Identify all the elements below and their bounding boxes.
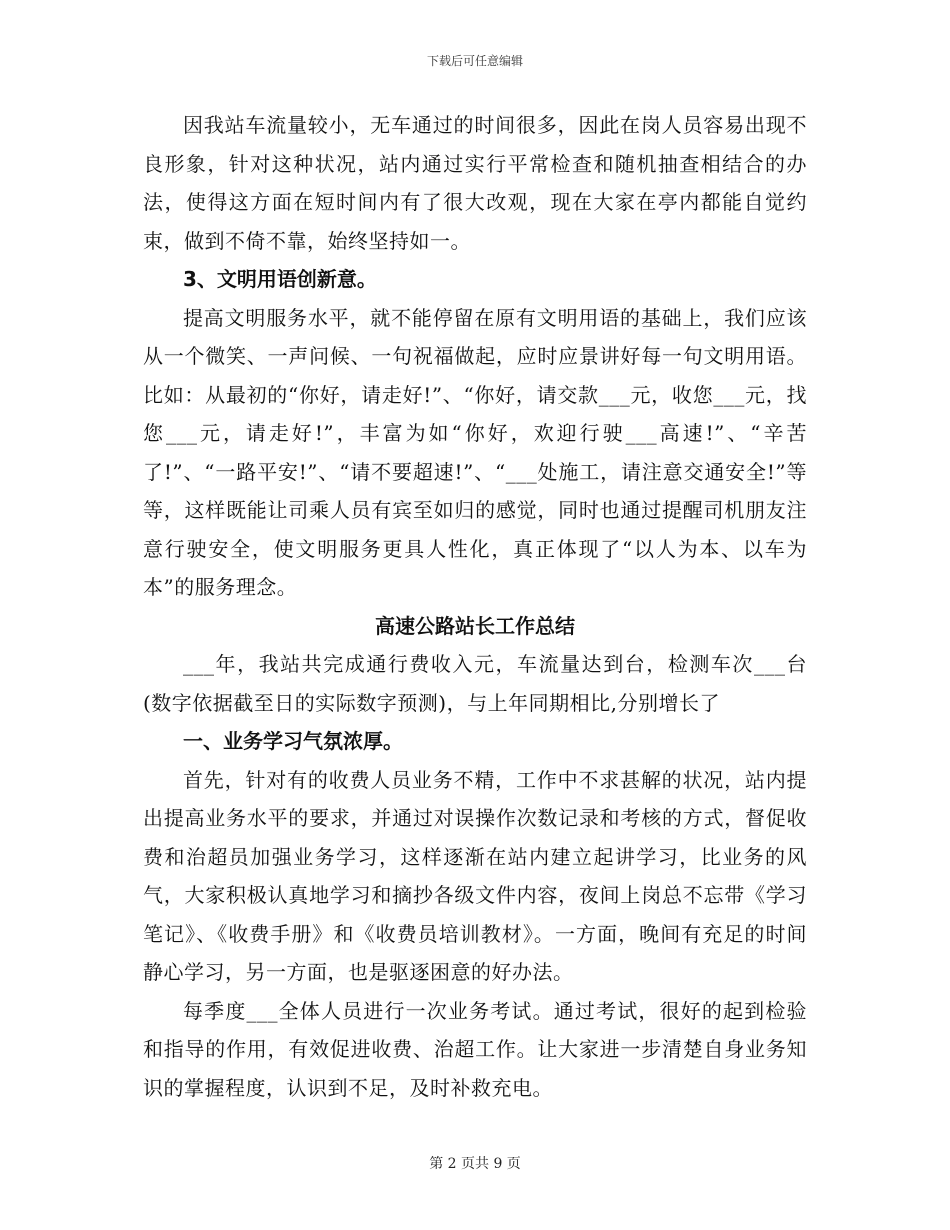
- page-number: 第 2 页共 9 页: [429, 1156, 521, 1172]
- page-header: 下载后可任意编辑: [426, 54, 523, 68]
- paragraph-quarterly-exam: 每季度___全体人员进行一次业务考试。通过考试，很好的起到检验和指导的作用，有效促进收费、治超工作。让大家进一步清楚自身业务知识的掌握程度，认识到不足，及时补救充电。: [143, 998, 807, 1100]
- paragraph-civil-language: 提高文明服务水平，就不能停留在原有文明用语的基础上，我们应该从一个微笑、一声问候、一句祝福做起，应时应景讲好每一句文明用语。比如：从最初的“你好，请走好!”、“你好，请交款___元，收您___元，找您___元，请走好!”，丰富为如“你好，欢迎行驶___高速!”、“辛苦了!”、“一路平安!”、“请不要超速!”、“___处施工，请注意交通安全!”等等，这样既能让司乘人员有宾至如归的感觉，同时也通过提醒司机朋友注意行驶安全，使文明服务更具人性化，真正体现了“以人为本、以车为本”的服务理念。: [143, 305, 807, 599]
- document-body: [143, 106, 807, 1107]
- paragraph-study: 首先，针对有的收费人员业务不精，工作中不求甚解的状况，站内提出提高业务水平的要求，并通过对误操作次数记录和考核的方式，督促收费和治超员加强业务学习，这样逐渐在站内建立起讲学习，比业务的风气，大家积极认真地学习和摘抄各级文件内容，夜间上岗总不忘带《学习笔记》、《收费手册》和《收费员培训教材》。一方面，晚间有充足的时间静心学习，另一方面，也是驱逐困意的好办法。: [143, 767, 807, 984]
- paragraph-inspection: 因我站车流量较小，无车通过的时间很多，因此在岗人员容易出现不良形象，针对这种状况，站内通过实行平常检查和随机抽查相结合的办法，使得这方面在短时间内有了很大改观，现在大家在亭内都能自觉约束，做到不倚不靠，始终坚持如一。: [143, 113, 807, 253]
- section-heading-civil-language: 3、文明用语创新意。: [183, 267, 377, 291]
- document-title: 高速公路站长工作总结: [375, 613, 575, 638]
- section-heading-study: 一、业务学习气氛浓厚。: [183, 729, 403, 753]
- paragraph-annual-summary: ___年，我站共完成通行费收入元，车流量达到台，检测车次___台(数字依据截至日的实际数字预测)，与上年同期相比,分别增长了: [143, 652, 807, 715]
